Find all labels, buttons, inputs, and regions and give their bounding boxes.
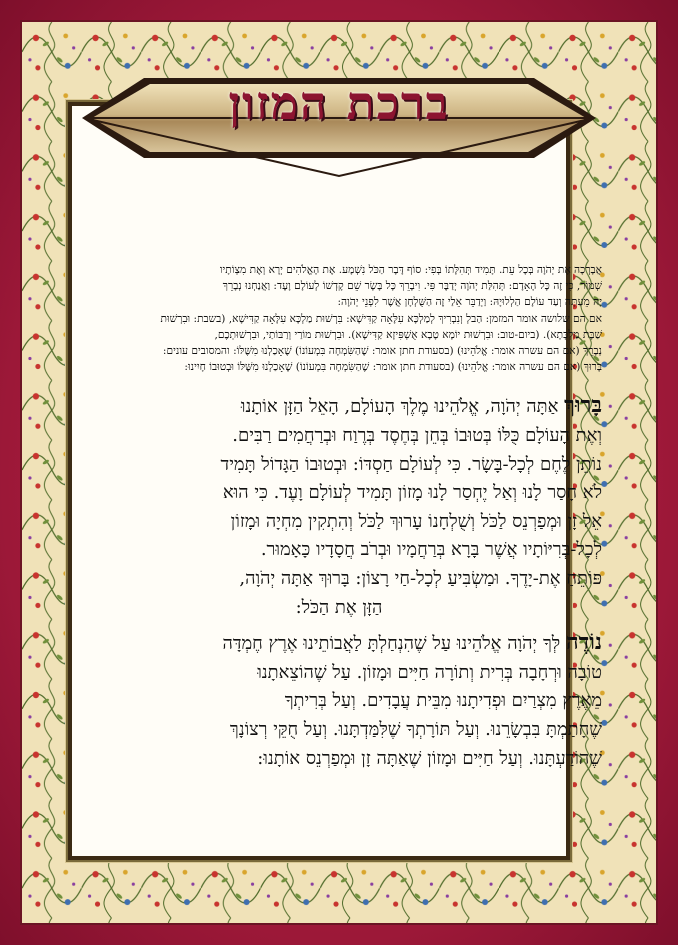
blessing-text: לְּךָ יְהֹוָה אֱלֹהֵינוּ עַל שֶׁהִנְחַלְתָּ לַאֲבוֹתֵינוּ אֶרֶץ חֶמְדָּה	[222, 633, 561, 655]
blessing-line	[76, 628, 602, 659]
title-plate	[64, 58, 614, 178]
blessing-line: מֵאֶרֶץ מִצְרַיִם וּפְדִיתָנוּ מִבֵּית עֲבָדִים. וְעַל בְּרִיתְךָ	[284, 690, 602, 712]
blessing-line: לְכָל-בְּרִיּוֹתָיו אֲשֶׁר בָּרָא בְּרַחֲמָיו וּבְרֹב חֲסָדָיו כָּאָמוּר.	[260, 539, 602, 561]
blessing-line: שֶׁחָתַמְתָּ בִּבְשָׂרֵנוּ. וְעַל תּוֹרָתְךָ שֶׁלִּמַּדְתָּנוּ. וְעַל חֻקֵּי רְצוֹנָךְ	[229, 718, 602, 740]
intro-line: אֲבָרְכָה אֶת יְהֹוָה בְּכָל עֵת. תָּמִיד תְּהִלָּתוֹ בְּפִי: סוֹף דָּבָר הַכֹּל נִשְׁמָע. אֶת הָאֱלֹהִים יְרָא וְאֶת מִצְוֹתָיו	[219, 264, 602, 276]
blessing-closing: הַזָּן אֶת הַכֹּל:	[295, 596, 383, 618]
blessing-text: אַתָּה יְהֹוָה, אֱלֹהֵינוּ מֶלֶךְ הָעוֹלָם, הָאֵל הַזָּן אוֹתָנוּ	[240, 396, 559, 418]
prayer-content	[76, 262, 602, 773]
blessing-line: אֵל זָן וּמְפַרְנֵס לַכֹּל וְשֻׁלְחָנוֹ עָרוּךְ לַכֹּל וְהִתְקִין מִחְיָה וּמָזוֹן	[230, 510, 602, 532]
first-blessing	[76, 391, 602, 622]
intro-line: יָהּ מֵעַתָּה וְעַד עוֹלָם הַלְלוּיָהּ: וַיְדַבֵּר אֵלַי זֶה הַשֻּׁלְחָן אֲשֶׁר לִפְנֵי יְהֹוָה:	[337, 296, 602, 309]
blessing-lead-word: בָּרוּךְ	[564, 392, 602, 419]
blessing-line: טוֹבָה וּרְחָבָה בְּרִית וְתוֹרָה חַיִּים וּמָזוֹן. עַל שֶׁהוֹצֵאתָנוּ	[257, 661, 602, 683]
intro-line: אם הם שלושה אומר המזמן: הַבלְ וְנִבְרִיךְ לְמַלְכָּא עִלָּאָה קַדִּישָׁא: בִּרְשׁוּת מַלְכָּא עִלָּאָה קַדִּישָׁא, (בשבת: וּבִרְשׁוּת	[160, 312, 602, 325]
intro-line: בָּרוּךְ (אם הם עשרה אומר: אֱלֹהֵינוּ) (בסעודת חתן אומר: שֶׁהַשִּׂמְחָה בִּמְעוֹנוֹ) שֶׁאָכַלְנוּ מִשֶּׁלּוֹ וּבְטוּבוֹ חָיִינוּ:	[184, 361, 602, 374]
page-title: ברכת המזון	[228, 76, 450, 130]
blessing-line	[76, 391, 602, 422]
blessing-line: נוֹתֵן לֶחֶם לְכָל-בָּשָׂר. כִּי לְעוֹלָם חַסְדּוֹ: וּבְטוּבוֹ הַגָּדוֹל תָּמִיד	[220, 453, 602, 475]
intro-line: שְׁמוֹר, כִּי זֶה כָּל הָאָדָם: תְּהִלַּת יְהֹוָה יְדַבֶּר פִּי. וִיבָרֵךְ כָּל בָּשָׂר שֵׁם קָדְשׁוֹ לְעוֹלָם וָעֶד: וַאֲנַחְנוּ נְבָרֵךְ	[222, 280, 602, 293]
blessing-line: וְאֶת הָעוֹלָם כֻּלּוֹ בְּטוּבוֹ בְּחֵן בְּחֶסֶד בְּרֶוַח וּבְרַחֲמִים רַבִּים.	[232, 425, 602, 447]
intro-line: נְבָרֵךְ (אם הם עשרה אומר: אֱלֹהֵינוּ) (בסעודת חתן אומר: שֶׁהַשִּׂמְחָה בִּמְעוֹנוֹ) שֶׁאָכַלְנוּ מִשֶּׁלּוֹ: והמסובים עונים:	[162, 345, 602, 358]
intro-section	[76, 262, 602, 375]
intro-line: שַׁבָּת מַלְכְּתָא). (ביום-טוב: וּבִרְשׁוּת יוֹמָא טָבָא אֻשְׁפִּיזָא קַדִּישָׁא). וּבִרְשׁוּת מוֹרַי וְרַבּוֹתַי, וּבִרְשׁוּתְכֶם,	[214, 328, 602, 341]
blessing-line: לֹא חָסַר לָנוּ וְאַל יֶחְסַר לָנוּ מָזוֹן תָּמִיד לְעוֹלָם וָעֶד. כִּי הוּא	[222, 482, 602, 504]
second-blessing	[76, 628, 602, 773]
blessing-line: שֶׁהוֹדַעְתָּנוּ. וְעַל חַיִּים וּמָזוֹן שֶׁאַתָּה זָן וּמְפַרְנֵס אוֹתָנוּ:	[257, 747, 602, 769]
blessing-lead-word: נוֹדֶה	[565, 629, 602, 656]
blessing-line: פּוֹתֵחַ אֶת-יָדֶךָ. וּמַשְׂבִּיעַ לְכָל-חַי רָצוֹן: בָּרוּךְ אַתָּה יְהֹוָה,	[239, 567, 602, 589]
